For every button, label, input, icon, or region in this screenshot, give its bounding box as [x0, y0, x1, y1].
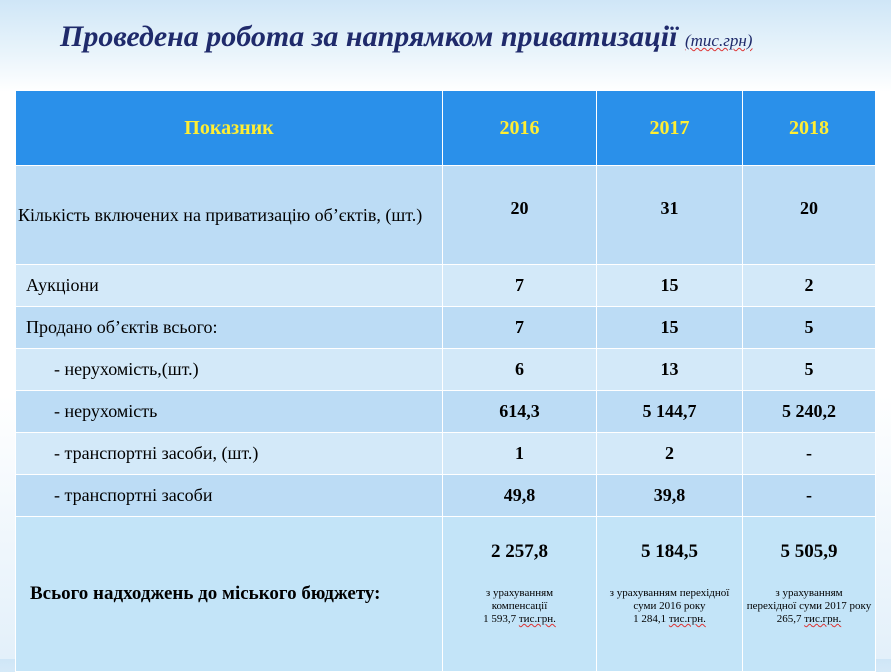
page-title — [60, 20, 880, 54]
cell-2016: 20 — [443, 166, 597, 265]
cell-2016: 7 — [443, 307, 597, 349]
row-label: Кількість включених на приватизацію об’єктів, (шт.) — [16, 166, 443, 265]
table-row — [16, 475, 876, 517]
table-row — [16, 349, 876, 391]
note-line: з урахуванням — [485, 587, 554, 599]
table-row — [16, 166, 876, 265]
cell-2018: 2 — [743, 265, 876, 307]
cell-2017: 31 — [597, 166, 743, 265]
total-cell-2016 — [443, 517, 597, 672]
cell-2016: 6 — [443, 349, 597, 391]
row-label: - нерухомість — [16, 391, 443, 433]
row-label: - транспортні засоби — [16, 475, 443, 517]
note-line: компенсації — [491, 600, 548, 612]
cell-2018: - — [743, 475, 876, 517]
cell-2016: 614,3 — [443, 391, 597, 433]
header-2017: 2017 — [597, 91, 743, 166]
cell-2017: 39,8 — [597, 475, 743, 517]
cell-2016: 7 — [443, 265, 597, 307]
table-row — [16, 265, 876, 307]
header-2018: 2018 — [743, 91, 876, 166]
note-amount: 1 284,1 — [633, 613, 667, 625]
table-row — [16, 433, 876, 475]
table-row — [16, 307, 876, 349]
cell-2017: 2 — [597, 433, 743, 475]
total-label: Всього надходжень до міського бюджету: — [16, 517, 443, 672]
privatization-table — [15, 90, 876, 672]
total-value: 5 184,5 — [641, 541, 698, 562]
note-amount: 1 593,7 — [483, 613, 517, 625]
note-line: перехідної суми 2017 року — [746, 600, 872, 612]
note-unit: тис.грн. — [804, 613, 842, 625]
cell-2018: 20 — [743, 166, 876, 265]
cell-2018: - — [743, 433, 876, 475]
title-unit: (тис.грн) — [684, 31, 753, 50]
cell-2016: 49,8 — [443, 475, 597, 517]
cell-2016: 1 — [443, 433, 597, 475]
total-note — [443, 587, 596, 626]
cell-2018: 5 — [743, 349, 876, 391]
header-indicator: Показник — [16, 91, 443, 166]
note-line: з урахуванням перехідної — [609, 587, 730, 599]
cell-2018: 5 — [743, 307, 876, 349]
note-unit: тис.грн. — [668, 613, 706, 625]
total-note — [743, 587, 875, 626]
row-label: Аукціони — [16, 265, 443, 307]
cell-2017: 15 — [597, 307, 743, 349]
title-main: Проведена робота за напрямком приватизації — [60, 20, 678, 53]
total-value: 2 257,8 — [491, 541, 548, 562]
header-row — [16, 91, 876, 166]
cell-2017: 15 — [597, 265, 743, 307]
row-label: - транспортні засоби, (шт.) — [16, 433, 443, 475]
cell-2017: 13 — [597, 349, 743, 391]
total-cell-2017 — [597, 517, 743, 672]
total-row — [16, 517, 876, 672]
table-row — [16, 391, 876, 433]
row-label: Продано об’єктів всього: — [16, 307, 443, 349]
note-amount: 265,7 — [776, 613, 802, 625]
total-value: 5 505,9 — [780, 541, 838, 562]
note-unit: тис.грн. — [518, 613, 556, 625]
total-note — [597, 587, 742, 626]
cell-2017: 5 144,7 — [597, 391, 743, 433]
note-line: суми 2016 року — [633, 600, 706, 612]
row-label: - нерухомість,(шт.) — [16, 349, 443, 391]
total-cell-2018 — [743, 517, 876, 672]
cell-2018: 5 240,2 — [743, 391, 876, 433]
note-line: з урахуванням — [775, 587, 843, 599]
header-2016: 2016 — [443, 91, 597, 166]
